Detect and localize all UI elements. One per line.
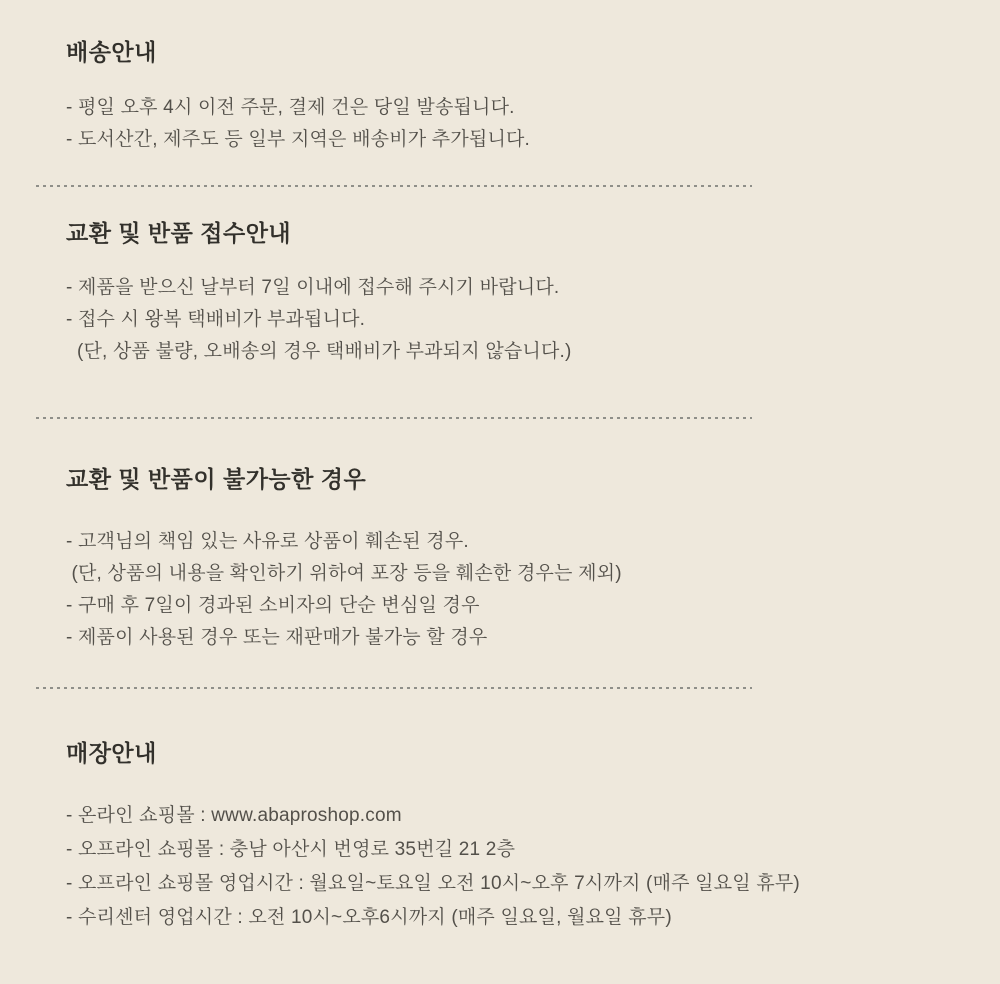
info-line-repair-center-hours: - 수리센터 영업시간 : 오전 10시~오후6시까지 (매주 일요일, 월요일 휴무)	[66, 907, 672, 928]
section-exchange-return-reception	[66, 220, 572, 368]
section-store-info	[66, 740, 800, 935]
section-body	[66, 92, 530, 156]
section-title-store-info: 매장안내	[66, 740, 157, 766]
section-title-exchange-return-reception: 교환 및 반품 접수안내	[66, 220, 292, 246]
section-body	[66, 526, 622, 654]
section-body	[66, 272, 572, 368]
info-line: - 평일 오후 4시 이전 주문, 결제 건은 당일 발송됩니다.	[66, 97, 515, 118]
dotted-divider	[36, 185, 752, 187]
section-body	[66, 799, 800, 935]
info-line-offline-shop-address: - 오프라인 쇼핑몰 : 충남 아산시 번영로 35번길 21 2층	[66, 839, 516, 860]
info-line-online-shop-url: - 온라인 쇼핑몰 : www.abaproshop.com	[66, 805, 402, 826]
section-exchange-return-impossible	[66, 466, 622, 654]
section-title-delivery: 배송안내	[66, 39, 157, 65]
section-title-exchange-return-impossible: 교환 및 반품이 불가능한 경우	[66, 466, 367, 492]
info-line: - 접수 시 왕복 택배비가 부과됩니다.	[66, 309, 366, 330]
info-line: (단, 상품의 내용을 확인하기 위하여 포장 등을 훼손한 경우는 제외)	[66, 563, 622, 584]
info-line: (단, 상품 불량, 오배송의 경우 택배비가 부과되지 않습니다.)	[66, 341, 572, 362]
info-line: - 제품을 받으신 날부터 7일 이내에 접수해 주시기 바랍니다.	[66, 277, 560, 298]
info-line: - 제품이 사용된 경우 또는 재판매가 불가능 할 경우	[66, 627, 488, 648]
info-line: - 구매 후 7일이 경과된 소비자의 단순 변심일 경우	[66, 595, 480, 616]
section-delivery-info	[66, 39, 530, 156]
info-line: - 고객님의 책임 있는 사유로 상품이 훼손된 경우.	[66, 531, 469, 552]
info-line: - 도서산간, 제주도 등 일부 지역은 배송비가 추가됩니다.	[66, 129, 531, 150]
dotted-divider	[36, 417, 752, 419]
dotted-divider	[36, 687, 752, 689]
info-line-offline-shop-hours: - 오프라인 쇼핑몰 영업시간 : 월요일~토요일 오전 10시~오후 7시까지 (매주 일요일 휴무)	[66, 873, 800, 894]
